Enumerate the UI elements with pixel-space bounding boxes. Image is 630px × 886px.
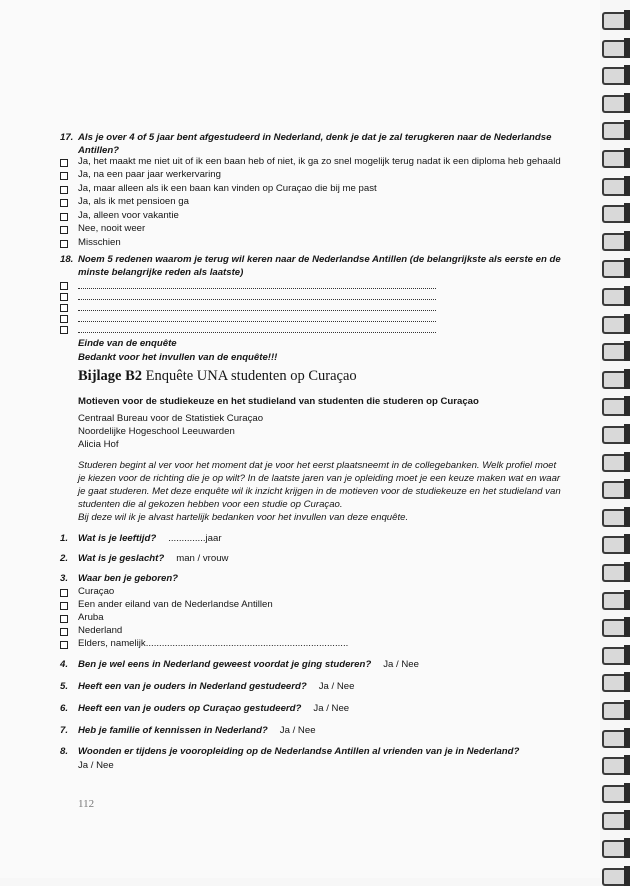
question-5-text: Heeft een van je ouders in Nederland gestudeerd?: [78, 681, 307, 692]
yes-no-answer[interactable]: Ja / Nee: [383, 659, 419, 670]
binding-ring: [602, 150, 630, 168]
checkbox[interactable]: [60, 213, 68, 221]
checkbox[interactable]: [60, 304, 68, 312]
binding-ring: [602, 178, 630, 196]
question-17-text: Als je over 4 of 5 jaar bent afgestudeerd in Nederland, denk je dat je zal terugkeren naar de Nederlandse: [78, 132, 552, 143]
binding-ring: [602, 426, 630, 444]
binding-ring: [602, 868, 630, 886]
option-label: Ja, als ik met pensioen ga: [78, 196, 189, 207]
binding-ring: [602, 288, 630, 306]
binding-ring: [602, 398, 630, 416]
option-label: Nederland: [78, 625, 123, 636]
checkbox[interactable]: [60, 159, 68, 167]
binding-ring: [602, 785, 630, 803]
appendix-title: Enquête UNA studenten op Curaçao: [145, 368, 357, 384]
question-18-text: Noem 5 redenen waarom je terug wil keren naar de Nederlandse Antillen (de belangrijkste als eerste en de: [78, 254, 561, 265]
binding-ring: [602, 12, 630, 30]
appendix-heading: [78, 368, 357, 385]
checkbox[interactable]: [60, 589, 68, 597]
question-8-text: Woonden er tijdens je vooropleiding op de Nederlandse Antillen al vrienden van je in Nederland?: [78, 746, 520, 757]
option-label: Ja, na een paar jaar werkervaring: [78, 169, 221, 180]
binding-ring: [602, 343, 630, 361]
option-label: Nee, nooit weer: [78, 223, 146, 234]
checkbox[interactable]: [60, 226, 68, 234]
question-17-text-cont: Antillen?: [78, 145, 120, 156]
binding-ring: [602, 122, 630, 140]
answer-line[interactable]: [78, 331, 436, 333]
author-line: Alicia Hof: [78, 439, 119, 450]
answer-line[interactable]: [78, 287, 436, 289]
question-3-text: Waar ben je geboren?: [78, 573, 179, 584]
binding-ring: [602, 40, 630, 58]
yes-no-answer[interactable]: Ja / Nee: [279, 725, 316, 736]
question-1-text: Wat is je leeftijd?: [78, 533, 157, 544]
question-number: 1.: [60, 533, 69, 544]
answer-line[interactable]: [78, 320, 436, 322]
question-2-row: [78, 553, 228, 565]
question-2-text: Wat is je geslacht?: [78, 553, 165, 564]
author-line: Centraal Bureau voor de Statistiek Curaçao: [78, 413, 264, 424]
binding-ring: [602, 371, 630, 389]
question-number: 3.: [60, 573, 69, 584]
gender-answer[interactable]: man / vrouw: [176, 553, 229, 564]
binding-ring: [602, 205, 630, 223]
binding-ring: [602, 316, 630, 334]
option-label: Elders, namelijk............................................................................: [78, 638, 349, 649]
question-number: 2.: [60, 553, 69, 564]
binding-ring: [602, 674, 630, 692]
option-label: Ja, het maakt me niet uit of ik een baan heb of niet, ik ga zo snel mogelijk terug nadat ik een diploma heb gehaald: [78, 156, 561, 167]
checkbox[interactable]: [60, 602, 68, 610]
question-5-row: [78, 681, 354, 693]
question-4-row: [78, 659, 419, 671]
checkbox[interactable]: [60, 282, 68, 290]
answer-line[interactable]: [78, 309, 436, 311]
checkbox[interactable]: [60, 315, 68, 323]
binding-ring: [602, 702, 630, 720]
survey-subtitle: Motieven voor de studiekeuze en het studieland van studenten die studeren op Curaçao: [78, 396, 479, 407]
intro-line: je kiezen voor de richting die je op wilt? In de laatste jaren van je opleiding moet je een keuze maken wat en waar: [78, 473, 561, 484]
question-6-row: [78, 703, 349, 715]
option-label: Misschien: [78, 237, 121, 248]
question-number: 5.: [60, 681, 69, 692]
binding-ring: [602, 592, 630, 610]
binding-ring: [602, 67, 630, 85]
answer-line[interactable]: [78, 298, 436, 300]
question-number: 8.: [60, 746, 69, 757]
question-6-text: Heeft een van je ouders op Curaçao gestudeerd?: [78, 703, 302, 714]
end-of-survey: Einde van de enquête: [78, 338, 177, 349]
author-line: Noordelijke Hogeschool Leeuwarden: [78, 426, 235, 437]
page-number: 112: [78, 798, 95, 810]
intro-line: Bij deze wil ik je alvast hartelijk bedanken voor het invullen van deze enquête.: [78, 512, 409, 523]
question-18-text-cont: minste belangrijke reden als laatste): [78, 267, 244, 278]
binding-ring: [602, 730, 630, 748]
question-7-text: Heb je familie of kennissen in Nederland?: [78, 725, 268, 736]
binding-ring: [602, 757, 630, 775]
intro-line: studenten die al gekozen hebben voor een studie op Curaçao.: [78, 499, 343, 510]
binding-ring: [602, 536, 630, 554]
checkbox[interactable]: [60, 293, 68, 301]
yes-no-answer[interactable]: Ja / Nee: [318, 681, 355, 692]
binding-ring: [602, 233, 630, 251]
question-4-text: Ben je wel eens in Nederland geweest voordat je ging studeren?: [78, 659, 372, 670]
checkbox[interactable]: [60, 628, 68, 636]
checkbox[interactable]: [60, 615, 68, 623]
question-number: 6.: [60, 703, 69, 714]
question-number: 18.: [60, 254, 74, 265]
binding-ring: [602, 564, 630, 582]
question-number: 7.: [60, 725, 69, 736]
binding-ring: [602, 840, 630, 858]
checkbox[interactable]: [60, 641, 68, 649]
yes-no-answer[interactable]: Ja / Nee: [78, 760, 114, 771]
appendix-label: Bijlage B2: [78, 368, 143, 384]
yes-no-answer[interactable]: Ja / Nee: [313, 703, 350, 714]
binding-ring: [602, 481, 630, 499]
binding-ring: [602, 509, 630, 527]
checkbox[interactable]: [60, 199, 68, 207]
binding-ring: [602, 260, 630, 278]
age-field[interactable]: ..............jaar: [168, 533, 222, 544]
binding-ring: [602, 454, 630, 472]
question-7-row: [78, 725, 316, 737]
binding-ring: [602, 647, 630, 665]
spiral-binding: [590, 0, 630, 878]
option-label: Een ander eiland van de Nederlandse Antillen: [78, 599, 273, 610]
checkbox[interactable]: [60, 186, 68, 194]
question-number: 17.: [60, 132, 74, 143]
binding-ring: [602, 812, 630, 830]
intro-line: je gaat studeren. Met deze enquête wil ik inzicht krijgen in de motieven voor de studiekeuze en het studieland van: [78, 486, 561, 497]
binding-ring: [602, 619, 630, 637]
question-1-row: [78, 533, 222, 545]
option-label: Curaçao: [78, 586, 115, 597]
option-label: Ja, maar alleen als ik een baan kan vinden op Curaçao die bij me past: [78, 183, 377, 194]
checkbox[interactable]: [60, 240, 68, 248]
binding-ring: [602, 95, 630, 113]
option-label: Ja, alleen voor vakantie: [78, 210, 179, 221]
checkbox[interactable]: [60, 326, 68, 334]
checkbox[interactable]: [60, 172, 68, 180]
question-number: 4.: [60, 659, 69, 670]
option-label: Aruba: [78, 612, 104, 623]
intro-line: Studeren begint al ver voor het moment dat je voor het eerst plaatsneemt in de collegebanken. Welk profiel moet: [78, 460, 557, 471]
thank-you: Bedankt voor het invullen van de enquête!!!: [78, 352, 278, 363]
